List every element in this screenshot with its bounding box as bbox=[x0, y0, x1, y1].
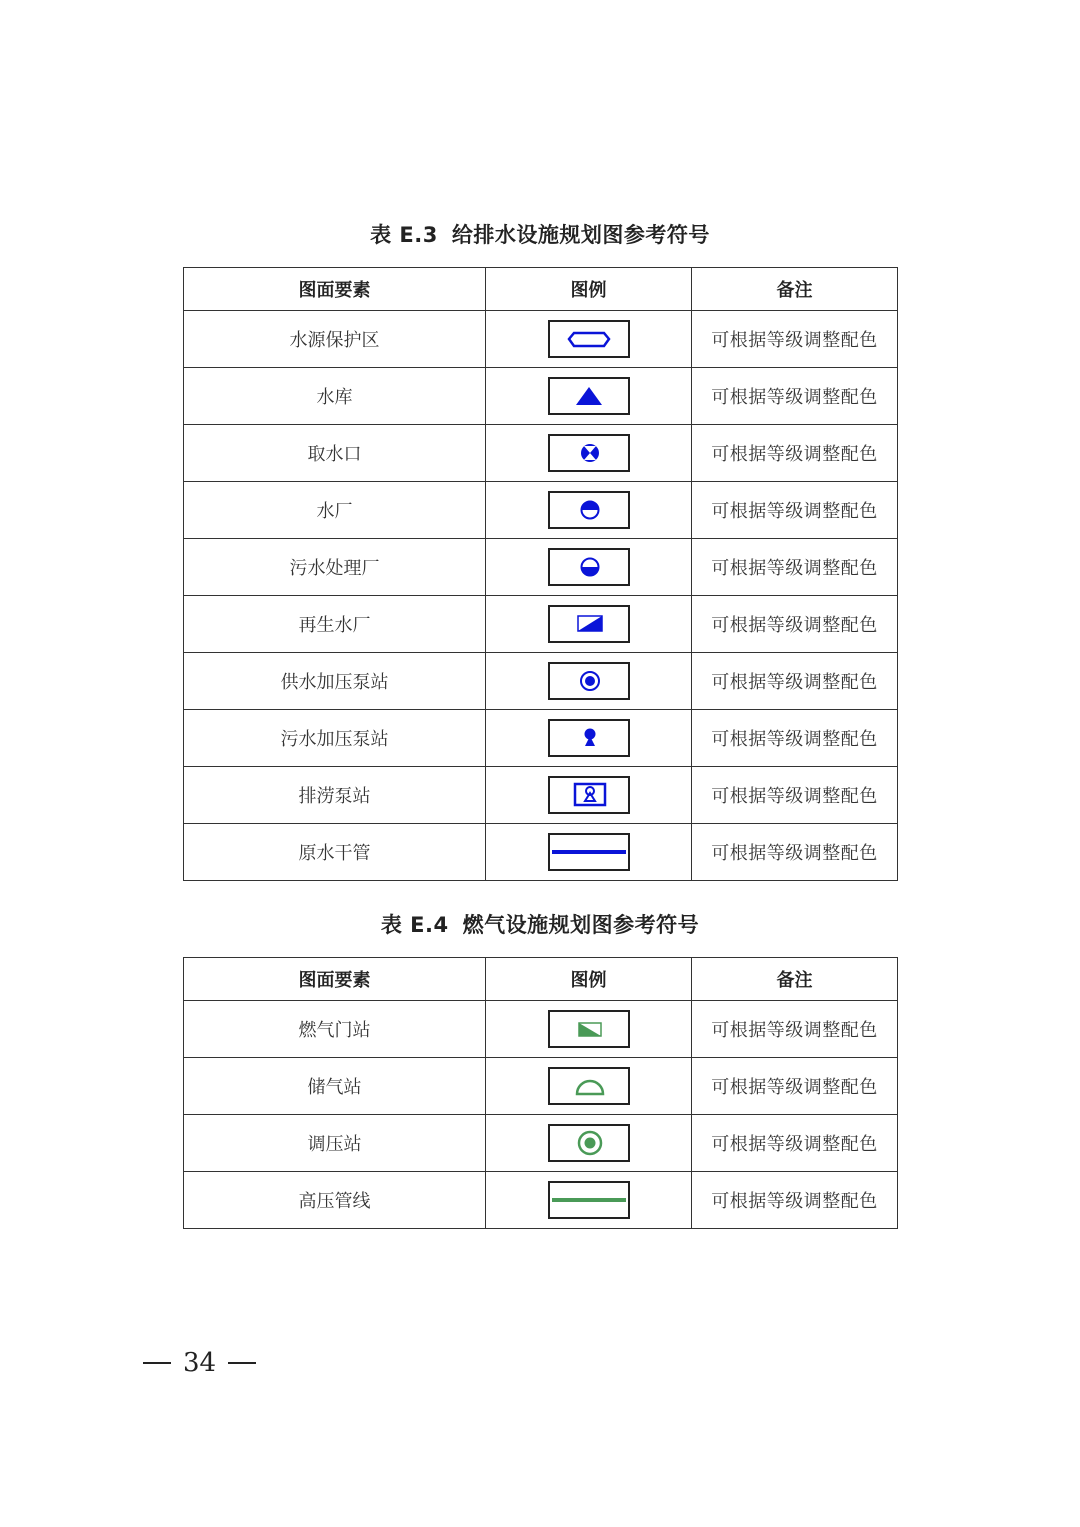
header-element: 图面要素 bbox=[184, 958, 486, 1001]
table-e4 bbox=[183, 957, 898, 1229]
legend-cell bbox=[486, 824, 692, 881]
table-e4-caption bbox=[0, 909, 1080, 939]
legend-cell bbox=[486, 710, 692, 767]
table-e3 bbox=[183, 267, 898, 881]
table-row bbox=[184, 482, 898, 539]
header-legend: 图例 bbox=[486, 268, 692, 311]
element-name: 取水口 bbox=[184, 425, 486, 482]
table-header-row bbox=[184, 958, 898, 1001]
legend-cell bbox=[486, 1115, 692, 1172]
note-cell: 可根据等级调整配色 bbox=[692, 311, 898, 368]
page-number-dash-right bbox=[228, 1362, 256, 1364]
note-cell: 可根据等级调整配色 bbox=[692, 1115, 898, 1172]
table-e4-title: 燃气设施规划图参考符号 bbox=[462, 913, 700, 937]
reservoir-triangle-symbol bbox=[548, 377, 630, 415]
element-name: 水厂 bbox=[184, 482, 486, 539]
table-e3-caption bbox=[0, 219, 1080, 249]
element-name: 再生水厂 bbox=[184, 596, 486, 653]
element-name: 储气站 bbox=[184, 1058, 486, 1115]
element-name: 高压管线 bbox=[184, 1172, 486, 1229]
supply-pump-station-symbol bbox=[548, 662, 630, 700]
reclaimed-water-plant-symbol bbox=[548, 605, 630, 643]
note-cell: 可根据等级调整配色 bbox=[692, 710, 898, 767]
element-name: 水源保护区 bbox=[184, 311, 486, 368]
table-row bbox=[184, 596, 898, 653]
gas-gate-station-symbol bbox=[548, 1010, 630, 1048]
element-name: 原水干管 bbox=[184, 824, 486, 881]
legend-cell bbox=[486, 311, 692, 368]
header-note: 备注 bbox=[692, 958, 898, 1001]
legend-cell bbox=[486, 539, 692, 596]
drainage-pump-station-symbol bbox=[548, 776, 630, 814]
page-number-value: 34 bbox=[183, 1348, 217, 1378]
table-row bbox=[184, 710, 898, 767]
note-cell: 可根据等级调整配色 bbox=[692, 368, 898, 425]
header-legend: 图例 bbox=[486, 958, 692, 1001]
note-cell: 可根据等级调整配色 bbox=[692, 1001, 898, 1058]
table-row bbox=[184, 824, 898, 881]
note-cell: 可根据等级调整配色 bbox=[692, 1172, 898, 1229]
note-cell: 可根据等级调整配色 bbox=[692, 824, 898, 881]
legend-cell bbox=[486, 767, 692, 824]
raw-water-main-symbol bbox=[548, 833, 630, 871]
table-e3-label: 表 E.3 bbox=[370, 223, 438, 247]
page-number bbox=[143, 1348, 256, 1378]
legend-cell bbox=[486, 596, 692, 653]
water-plant-symbol bbox=[548, 491, 630, 529]
table-row bbox=[184, 539, 898, 596]
table-row bbox=[184, 653, 898, 710]
table-e4-label: 表 E.4 bbox=[380, 913, 449, 937]
table-row bbox=[184, 1058, 898, 1115]
table-row bbox=[184, 767, 898, 824]
water-intake-symbol bbox=[548, 434, 630, 472]
legend-cell bbox=[486, 425, 692, 482]
table-row bbox=[184, 1001, 898, 1058]
high-pressure-pipeline-symbol bbox=[548, 1181, 630, 1219]
table-row bbox=[184, 311, 898, 368]
table-e3-title: 给排水设施规划图参考符号 bbox=[451, 223, 710, 247]
note-cell: 可根据等级调整配色 bbox=[692, 653, 898, 710]
legend-cell bbox=[486, 368, 692, 425]
note-cell: 可根据等级调整配色 bbox=[692, 1058, 898, 1115]
table-row bbox=[184, 425, 898, 482]
gas-storage-station-symbol bbox=[548, 1067, 630, 1105]
sewage-pump-station-symbol bbox=[548, 719, 630, 757]
element-name: 供水加压泵站 bbox=[184, 653, 486, 710]
table-row bbox=[184, 368, 898, 425]
element-name: 污水处理厂 bbox=[184, 539, 486, 596]
element-name: 燃气门站 bbox=[184, 1001, 486, 1058]
element-name: 调压站 bbox=[184, 1115, 486, 1172]
element-name: 排涝泵站 bbox=[184, 767, 486, 824]
element-name: 水库 bbox=[184, 368, 486, 425]
table-row bbox=[184, 1115, 898, 1172]
element-name: 污水加压泵站 bbox=[184, 710, 486, 767]
page-number-dash-left bbox=[143, 1362, 171, 1364]
pressure-regulating-station-symbol bbox=[548, 1124, 630, 1162]
note-cell: 可根据等级调整配色 bbox=[692, 596, 898, 653]
note-cell: 可根据等级调整配色 bbox=[692, 482, 898, 539]
sewage-plant-symbol bbox=[548, 548, 630, 586]
legend-cell bbox=[486, 1001, 692, 1058]
legend-cell bbox=[486, 1058, 692, 1115]
legend-cell bbox=[486, 653, 692, 710]
header-element: 图面要素 bbox=[184, 268, 486, 311]
table-row bbox=[184, 1172, 898, 1229]
header-note: 备注 bbox=[692, 268, 898, 311]
water-source-protection-symbol bbox=[548, 320, 630, 358]
note-cell: 可根据等级调整配色 bbox=[692, 425, 898, 482]
legend-cell bbox=[486, 1172, 692, 1229]
table-header-row bbox=[184, 268, 898, 311]
note-cell: 可根据等级调整配色 bbox=[692, 767, 898, 824]
legend-cell bbox=[486, 482, 692, 539]
note-cell: 可根据等级调整配色 bbox=[692, 539, 898, 596]
